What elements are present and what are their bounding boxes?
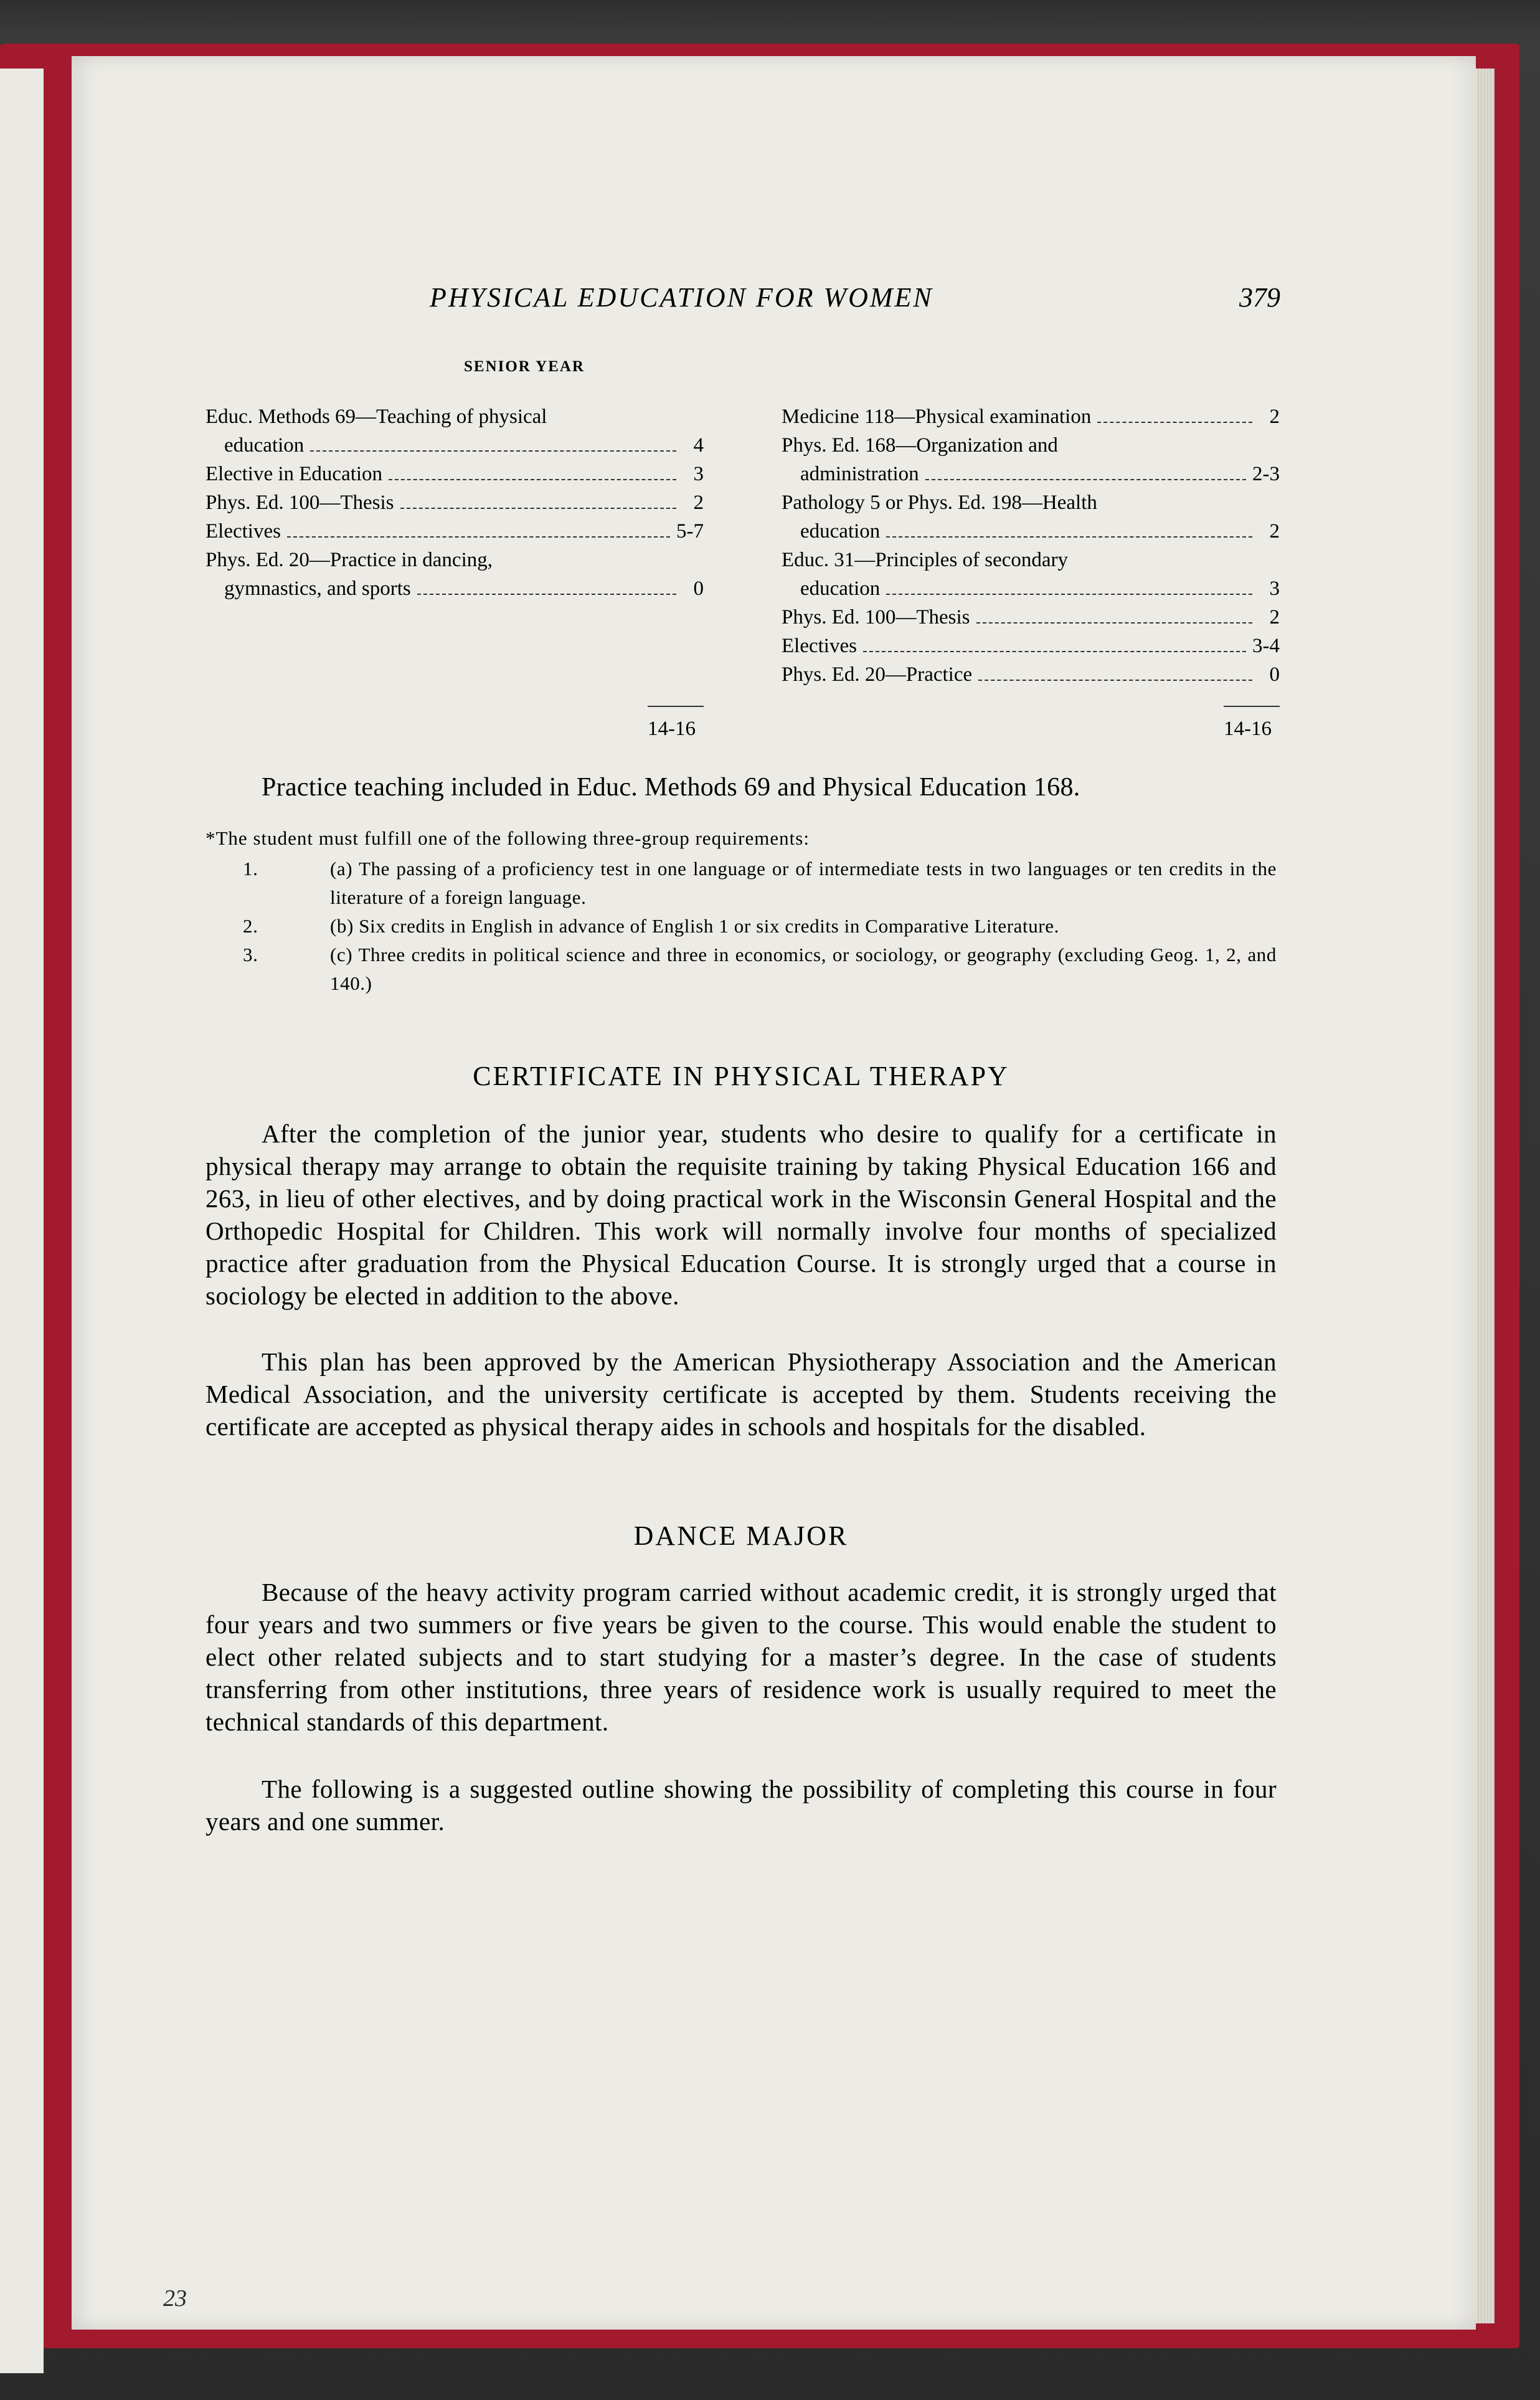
course-row	[782, 660, 1280, 689]
requirement-number: 2.	[243, 915, 258, 937]
course-name: administration	[800, 463, 919, 485]
senior-year-heading: SENIOR YEAR	[464, 358, 585, 375]
course-row	[782, 402, 1280, 431]
requirements-list	[243, 855, 1277, 998]
right-total: 14-16	[1224, 718, 1272, 740]
course-row	[782, 603, 1280, 632]
facing-page-edge	[0, 69, 44, 2373]
requirement-text: (b) Six credits in English in advance of English 1 or six credits in Comparative Literature.	[330, 915, 1059, 937]
course-name: education	[224, 434, 305, 457]
requirement-item	[243, 941, 1277, 998]
course-row	[782, 431, 1280, 460]
course-row	[782, 574, 1280, 603]
folio-mark: 23	[163, 2285, 187, 2312]
course-credits: 5-7	[676, 520, 704, 543]
requirement-text: (c) Three credits in political science and three in economics, or sociology, or geography (excluding Geog. 1, 2, and 140.)	[330, 944, 1277, 994]
course-row	[205, 402, 704, 431]
course-name: Electives	[205, 520, 281, 543]
dot-leader	[886, 536, 1252, 538]
running-title: PHYSICAL EDUCATION FOR WOMEN	[430, 282, 933, 313]
dot-leader	[310, 450, 676, 452]
course-credits: 3	[1269, 577, 1280, 600]
course-row	[205, 460, 704, 488]
course-row	[205, 488, 704, 517]
course-credits: 2	[1269, 406, 1280, 428]
course-row	[205, 431, 704, 460]
requirement-number: 1.	[243, 858, 258, 880]
dot-leader	[925, 479, 1246, 480]
course-name: education	[800, 577, 881, 600]
course-row	[782, 517, 1280, 546]
course-name: Electives	[782, 635, 857, 657]
course-row	[782, 632, 1280, 660]
dot-leader	[978, 680, 1252, 681]
course-row	[205, 574, 704, 603]
page-stack-edge	[1476, 69, 1495, 2323]
certificate-paragraph-1: After the completion of the junior year, students who desire to qualify for a certificate in physical therapy may arrange to obtain the requisite training by taking Physical Education 166 and 263, in lieu of other electives, and by doing practical work in the Wisconsin General Hospital and the Orthopedic Hospital for Children. This work will normally involve four months of specialized practice after graduation from the Physical Education Course. It is strongly urged that a course in sociology be elected in addition to the above.	[205, 1119, 1277, 1310]
practice-teaching-note: Practice teaching included in Educ. Methods 69 and Physical Education 168.	[262, 773, 1080, 802]
course-name: gymnastics, and sports	[224, 577, 411, 600]
dot-leader	[417, 594, 676, 595]
left-total-rule	[648, 706, 704, 707]
course-credits: 3-4	[1252, 635, 1280, 657]
page-number: 379	[1239, 282, 1280, 313]
requirements-intro: *The student must fulfill one of the following three-group requirements:	[205, 827, 810, 849]
dance-major-title: DANCE MAJOR	[633, 1520, 849, 1551]
requirement-item	[243, 855, 1277, 912]
requirement-number: 3.	[243, 944, 258, 965]
dance-paragraph-1: Because of the heavy activity program carried without academic credit, it is strongly urged that four years and two summers or five years be given to the course. This would enable the student to elect other related subjects and to start studying for a master’s degree. In the case of students transferring from other institutions, three years of residence work is usually required to meet the technical standards of this department.	[205, 1578, 1277, 1736]
certificate-title: CERTIFICATE IN PHYSICAL THERAPY	[473, 1061, 1009, 1091]
course-name: Phys. Ed. 100—Thesis	[782, 606, 970, 628]
course-credits: 0	[1269, 663, 1280, 686]
right-total-rule	[1224, 706, 1280, 707]
dot-leader	[863, 651, 1246, 652]
course-credits: 2	[1269, 606, 1280, 628]
dot-leader	[886, 594, 1252, 595]
dot-leader	[400, 508, 676, 509]
requirement-item	[243, 912, 1277, 941]
course-name: Medicine 118—Physical examination	[782, 406, 1092, 428]
course-name: Educ. 31—Principles of secondary	[782, 549, 1069, 571]
course-row	[782, 460, 1280, 488]
senior-year-right-column	[782, 402, 1280, 689]
course-row	[782, 546, 1280, 574]
course-name: Phys. Ed. 20—Practice	[782, 663, 973, 686]
course-name: Phys. Ed. 20—Practice in dancing,	[205, 549, 493, 571]
left-total: 14-16	[648, 718, 696, 740]
course-credits: 2-3	[1252, 463, 1280, 485]
course-credits: 0	[693, 577, 704, 600]
course-row	[205, 517, 704, 546]
course-name: Phys. Ed. 168—Organization and	[782, 434, 1058, 457]
senior-year-left-column	[205, 402, 704, 603]
dot-leader	[1097, 422, 1252, 423]
certificate-paragraph-2: This plan has been approved by the American Physiotherapy Association and the American Medical Association, and the university certificate is accepted by them. Students receiving the certificate are accepted as physical therapy aides in schools and hospitals for the disabled.	[205, 1347, 1277, 1441]
course-credits: 2	[693, 491, 704, 514]
course-name: education	[800, 520, 881, 543]
dot-leader	[287, 536, 670, 538]
course-row	[782, 488, 1280, 517]
course-name: Elective in Education	[205, 463, 383, 485]
dance-paragraph-2: The following is a suggested outline showing the possibility of completing this course in four years and one summer.	[205, 1775, 1277, 1836]
course-name: Pathology 5 or Phys. Ed. 198—Health	[782, 491, 1097, 514]
course-credits: 4	[693, 434, 704, 457]
course-name: Educ. Methods 69—Teaching of physical	[205, 406, 547, 428]
course-credits: 2	[1269, 520, 1280, 543]
course-row	[205, 546, 704, 574]
course-name: Phys. Ed. 100—Thesis	[205, 491, 394, 514]
dot-leader	[976, 622, 1252, 624]
dot-leader	[389, 479, 676, 480]
course-credits: 3	[693, 463, 704, 485]
requirement-text: (a) The passing of a proficiency test in one language or of intermediate tests in two languages or ten credits in the literature of a foreign language.	[330, 858, 1277, 908]
running-head	[205, 282, 1280, 319]
